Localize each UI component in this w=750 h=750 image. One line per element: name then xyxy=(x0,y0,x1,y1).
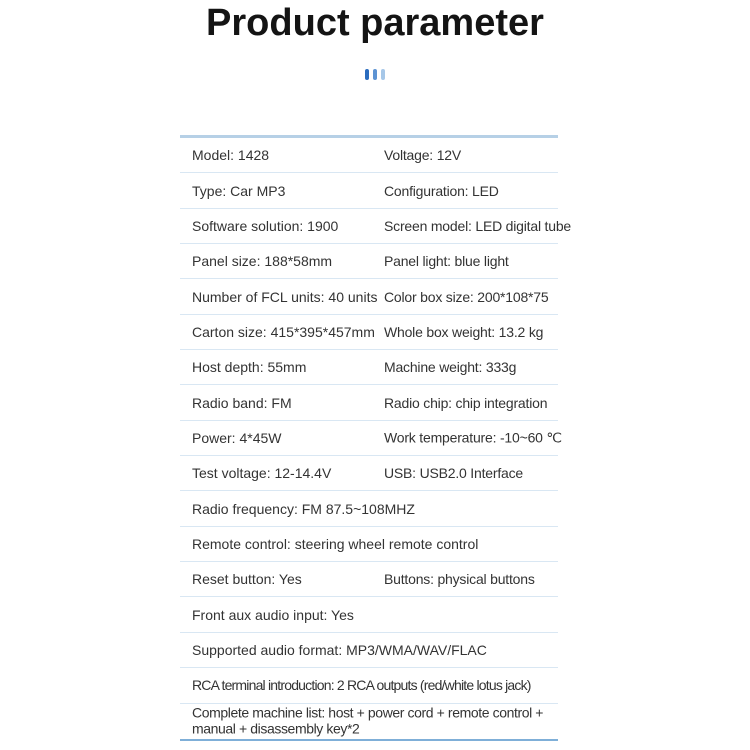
title-decoration xyxy=(0,68,750,80)
spec-cell: Complete machine list: host + power cord + remote control + manual + disassembly key*2 xyxy=(192,704,544,737)
table-row xyxy=(180,315,558,350)
table-row xyxy=(180,456,558,491)
spec-cell: Test voltage: 12-14.4V xyxy=(192,465,332,482)
table-row xyxy=(180,704,558,739)
spec-cell: Screen model: LED digital tube xyxy=(384,217,571,234)
spec-cell: Radio chip: chip integration xyxy=(384,394,548,411)
decoration-bar xyxy=(365,69,369,80)
page-title: Product parameter xyxy=(206,2,544,44)
table-row xyxy=(180,173,558,208)
table-row xyxy=(180,138,558,173)
spec-cell: Panel size: 188*58mm xyxy=(192,253,333,270)
decoration-bar xyxy=(373,69,377,80)
spec-cell: Work temperature: -10~60 ℃ xyxy=(384,429,562,446)
spec-cell: Radio frequency: FM 87.5~108MHZ xyxy=(192,500,415,517)
spec-cell: Number of FCL units: 40 units xyxy=(192,288,378,305)
spec-cell: Configuration: LED xyxy=(384,182,499,199)
table-row xyxy=(180,633,558,668)
table-row xyxy=(180,244,558,279)
spec-cell: Voltage: 12V xyxy=(384,147,461,164)
table-row xyxy=(180,527,558,562)
spec-cell: Model: 1428 xyxy=(192,147,270,164)
spec-cell: Power: 4*45W xyxy=(192,429,282,446)
spec-cell: Front aux audio input: Yes xyxy=(192,606,354,623)
spec-cell: RCA terminal introduction: 2 RCA outputs (red/white lotus jack) xyxy=(192,677,531,694)
table-row xyxy=(180,491,558,526)
table-row xyxy=(180,350,558,385)
spec-cell: Whole box weight: 13.2 kg xyxy=(384,323,544,340)
table-row xyxy=(180,668,558,703)
spec-cell: Carton size: 415*395*457mm xyxy=(192,323,375,340)
decoration-bar xyxy=(381,69,385,80)
spec-cell: Type: Car MP3 xyxy=(192,182,286,199)
spec-cell: Color box size: 200*108*75 xyxy=(384,288,549,305)
spec-table xyxy=(180,135,571,741)
spec-cell: Supported audio format: MP3/WMA/WAV/FLAC xyxy=(192,641,487,658)
table-row xyxy=(180,279,558,314)
spec-cell: Host depth: 55mm xyxy=(192,359,307,376)
spec-cell: Panel light: blue light xyxy=(384,253,509,270)
spec-cell: USB: USB2.0 Interface xyxy=(384,465,523,482)
spec-cell: Reset button: Yes xyxy=(192,571,302,588)
table-row xyxy=(180,597,558,632)
table-row xyxy=(180,209,571,244)
table-row xyxy=(180,421,562,456)
spec-cell: Software solution: 1900 xyxy=(192,217,339,234)
table-row xyxy=(180,562,558,597)
table-row xyxy=(180,385,558,420)
spec-cell: Radio band: FM xyxy=(192,394,292,411)
spec-cell: Machine weight: 333g xyxy=(384,359,517,376)
spec-cell: Remote control: steering wheel remote control xyxy=(192,535,479,552)
spec-cell: Buttons: physical buttons xyxy=(384,571,535,588)
